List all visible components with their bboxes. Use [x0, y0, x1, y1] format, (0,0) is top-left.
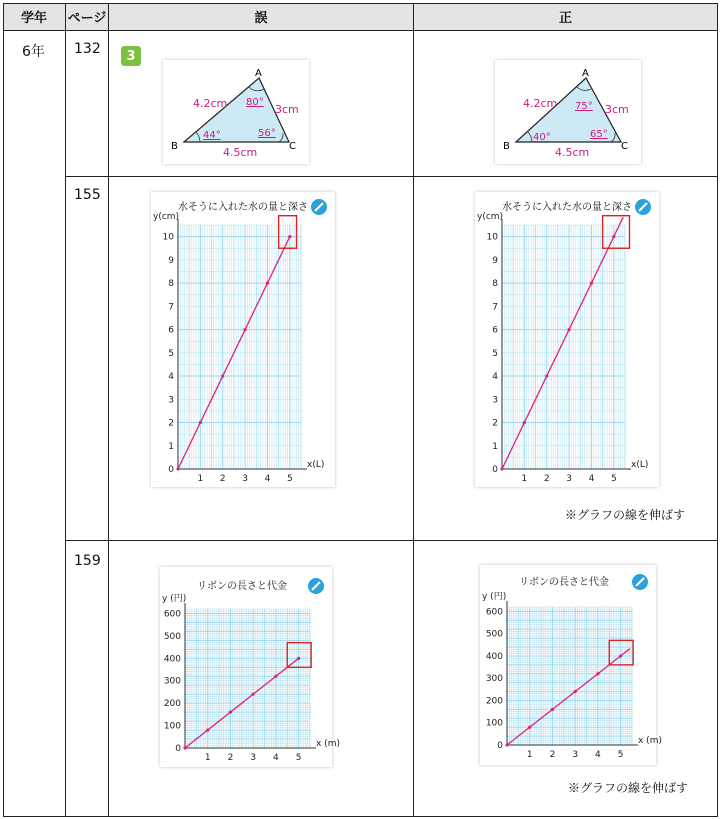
x-tick-label: 2: [543, 474, 550, 484]
x-axis-label: x(L): [307, 460, 325, 470]
grade-cell: 6年: [22, 44, 45, 60]
angle-b: 40°: [533, 132, 551, 143]
y-tick-label: 200: [485, 696, 503, 707]
problem-badge: 3: [121, 46, 141, 66]
y-tick-label: 8: [492, 279, 498, 290]
triangle-correct-figure: [495, 60, 641, 164]
x-tick-label: 3: [250, 753, 257, 763]
x-tick-label: 5: [617, 750, 624, 760]
x-tick-label: 3: [566, 474, 572, 484]
x-tick-label: 1: [526, 750, 533, 760]
extend-line-note-155: ※グラフの線を伸ばす: [565, 508, 686, 522]
chart-title: 水そうに入れた水の量と深さ: [178, 202, 308, 213]
table-border-right: [717, 3, 718, 817]
data-point: [523, 421, 526, 424]
page-cell-132: 132: [74, 41, 101, 57]
y-tick-label: 100: [163, 721, 181, 732]
row-divider-2: [66, 540, 718, 541]
angle-a: 80°: [246, 97, 264, 108]
data-point: [199, 421, 202, 424]
y-tick-label: 300: [163, 676, 181, 687]
data-point: [545, 374, 548, 377]
table-border-bottom: [3, 816, 718, 817]
data-point: [596, 672, 599, 675]
data-point: [183, 746, 186, 749]
y-tick-label: 0: [492, 465, 498, 475]
data-point: [288, 235, 291, 238]
y-tick-label: 7: [492, 302, 498, 313]
y-tick-label: 5: [168, 348, 174, 359]
side-bc: 4.5cm: [555, 146, 590, 159]
ribbon-chart-correct: [480, 565, 662, 765]
vertex-c: C: [289, 141, 296, 152]
col-divider-2: [108, 3, 109, 817]
x-tick-label: 2: [227, 753, 234, 763]
chart-title: リボンの長さと代金: [197, 581, 287, 592]
x-axis-label: x (m): [638, 736, 662, 746]
side-ab: 4.2cm: [523, 97, 558, 110]
water-chart-correct: [475, 192, 659, 487]
col-divider-3: [413, 3, 414, 817]
y-tick-label: 600: [163, 609, 181, 620]
table-header-bottom: [3, 30, 718, 31]
angle-c: 65°: [590, 129, 608, 140]
x-axis-label: x (m): [316, 739, 340, 749]
page-cell-159: 159: [74, 553, 101, 569]
x-tick-label: 2: [219, 474, 226, 484]
y-tick-label: 1: [492, 441, 498, 452]
y-tick-label: 500: [485, 629, 503, 640]
data-point: [590, 281, 593, 284]
vertex-a: A: [582, 68, 589, 79]
x-tick-label: 4: [273, 753, 279, 763]
y-tick-label: 10: [162, 232, 174, 243]
water-chart-wrong: [151, 192, 335, 487]
x-tick-label: 5: [610, 474, 617, 484]
data-point: [500, 467, 503, 470]
data-point: [221, 374, 224, 377]
x-tick-label: 3: [242, 474, 248, 484]
y-tick-label: 10: [486, 232, 498, 243]
vertex-b: B: [503, 141, 510, 152]
x-tick-label: 1: [204, 753, 211, 763]
col-divider-1: [65, 3, 66, 817]
header-wrong: 誤: [109, 3, 414, 30]
x-tick-label: 3: [572, 750, 579, 760]
data-point: [567, 328, 570, 331]
data-point: [297, 657, 300, 660]
x-tick-label: 4: [588, 474, 595, 484]
y-axis-label: y (円): [482, 592, 507, 602]
table-border-left: [3, 3, 4, 817]
header-correct: 正: [414, 3, 718, 30]
x-axis-label: x(L): [631, 460, 649, 470]
data-point: [206, 728, 209, 731]
x-tick-label: 4: [264, 474, 271, 484]
y-tick-label: 1: [168, 441, 174, 452]
y-tick-label: 9: [492, 255, 498, 266]
data-point: [176, 467, 179, 470]
x-tick-label: 2: [549, 750, 556, 760]
side-bc: 4.5cm: [223, 146, 258, 159]
y-tick-label: 9: [168, 255, 174, 266]
angle-b: 44°: [203, 130, 221, 141]
data-point: [266, 281, 269, 284]
vertex-b: B: [171, 141, 178, 152]
y-tick-label: 200: [163, 699, 181, 710]
y-axis-label: y(cm): [477, 212, 504, 222]
header-grade: 学年: [3, 3, 66, 30]
side-ab: 4.2cm: [193, 97, 228, 110]
angle-a: 75°: [575, 101, 593, 112]
page-cell-155: 155: [74, 187, 101, 203]
y-tick-label: 4: [168, 372, 174, 383]
y-tick-label: 8: [168, 279, 174, 290]
data-point: [229, 711, 232, 714]
y-tick-label: 3: [492, 395, 498, 406]
y-tick-label: 6: [492, 325, 498, 336]
y-tick-label: 500: [163, 631, 181, 642]
data-point: [574, 690, 577, 693]
y-tick-label: 400: [485, 651, 503, 662]
y-tick-label: 0: [168, 465, 174, 475]
y-tick-label: 300: [485, 674, 503, 685]
y-tick-label: 100: [485, 718, 503, 729]
chart-title: 水そうに入れた水の量と深さ: [502, 202, 632, 213]
ribbon-chart-wrong: [160, 567, 340, 767]
data-point: [274, 675, 277, 678]
y-tick-label: 0: [497, 741, 503, 751]
triangle-wrong-figure: [163, 60, 309, 164]
data-point: [505, 743, 508, 746]
header-page: ページ: [66, 3, 109, 30]
y-tick-label: 4: [492, 372, 498, 383]
y-tick-label: 0: [175, 744, 181, 754]
vertex-a: A: [255, 68, 262, 79]
angle-c: 56°: [258, 128, 276, 139]
table-border-top: [3, 3, 718, 4]
x-tick-label: 1: [197, 474, 204, 484]
y-axis-label: y (円): [162, 594, 187, 604]
x-tick-label: 5: [286, 474, 293, 484]
extend-line-note-159: ※グラフの線を伸ばす: [568, 781, 689, 795]
data-point: [551, 708, 554, 711]
x-tick-label: 5: [295, 753, 302, 763]
y-tick-label: 7: [168, 302, 174, 313]
data-point: [619, 654, 622, 657]
y-tick-label: 600: [485, 607, 503, 618]
y-tick-label: 400: [163, 654, 181, 665]
y-tick-label: 2: [168, 418, 174, 429]
side-ac: 3cm: [605, 103, 629, 116]
y-tick-label: 5: [492, 348, 498, 359]
vertex-c: C: [621, 141, 628, 152]
data-point: [252, 693, 255, 696]
y-tick-label: 2: [492, 418, 498, 429]
row-divider-1: [66, 176, 718, 177]
data-point: [528, 726, 531, 729]
y-tick-label: 3: [168, 395, 174, 406]
data-point: [612, 235, 615, 238]
y-tick-label: 6: [168, 325, 174, 336]
side-ac: 3cm: [275, 103, 299, 116]
data-point: [243, 328, 246, 331]
x-tick-label: 4: [595, 750, 601, 760]
chart-title: リボンの長さと代金: [519, 577, 609, 588]
y-axis-label: y(cm): [153, 212, 180, 222]
x-tick-label: 1: [521, 474, 528, 484]
